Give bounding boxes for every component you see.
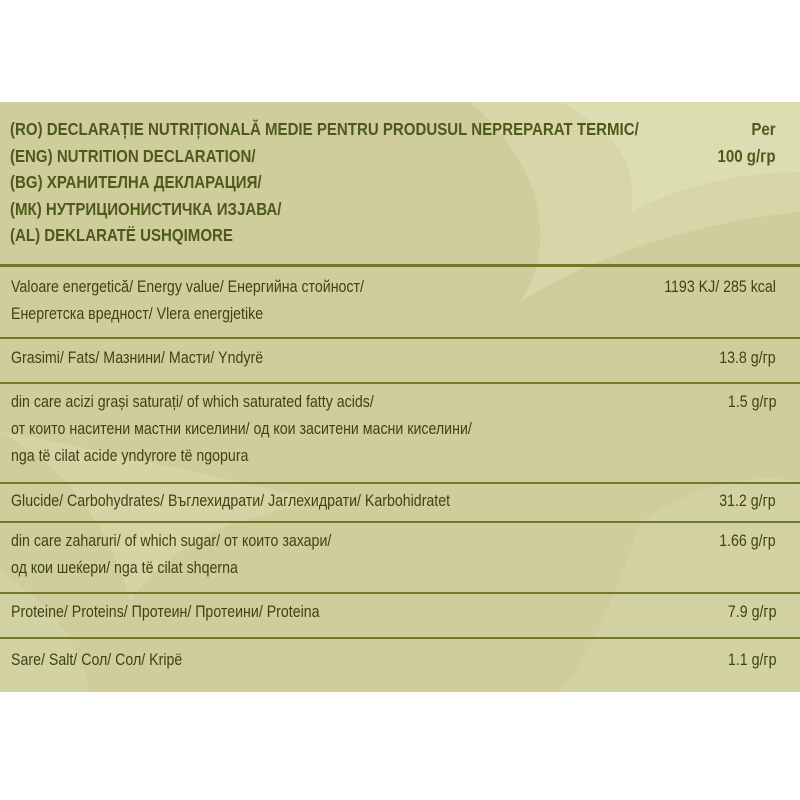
row-name-line: din care zaharuri/ of which sugar/ от които захари/ — [11, 532, 332, 550]
label-content — [0, 102, 800, 692]
nutrition-label — [0, 102, 800, 692]
row-value: 1.1 g/гр — [727, 651, 776, 669]
header-line-ro: (RO) DECLARAȚIE NUTRIȚIONALĂ MEDIE PENTRU PRODUSUL NEPREPARAT TERMIC/ — [10, 119, 639, 139]
row-name-line: от които наситени мастни киселини/ од кои заситени масни киселини/ — [11, 420, 472, 438]
row-name-line: nga të cilat acide yndyrore të ngopura — [11, 447, 249, 465]
row-name-line: Енергетска вредност/ Vlera energjetike — [11, 305, 264, 323]
row-name-line: Grasimi/ Fats/ Мазнини/ Масти/ Yndyrë — [11, 349, 264, 367]
row-name-line: Glucide/ Carbohydrates/ Въглехидрати/ Јаглехидрати/ Karbohidratet — [11, 492, 451, 510]
row-name — [11, 599, 320, 626]
row-value: 1193 KJ/ 285 kcal — [664, 278, 776, 296]
divider — [0, 382, 800, 384]
row-name — [11, 647, 182, 674]
divider — [0, 592, 800, 594]
divider — [0, 521, 800, 523]
per-line: Per — [751, 119, 776, 139]
row-value: 13.8 g/гр — [719, 349, 776, 367]
per-100g-header — [718, 116, 776, 169]
divider — [0, 637, 800, 639]
row-name — [11, 274, 364, 328]
declaration-header — [10, 116, 681, 249]
row-name — [11, 389, 472, 470]
row-value: 31.2 g/гр — [719, 492, 776, 510]
divider — [0, 337, 800, 339]
row-value: 1.66 g/гр — [719, 532, 776, 550]
header-line-al: (AL) DEKLARATË USHQIMORE — [10, 225, 233, 245]
divider — [0, 482, 800, 484]
row-name — [11, 488, 450, 515]
header-line-bg: (BG) ХРАНИТЕЛНА ДЕКЛАРАЦИЯ/ — [10, 172, 262, 192]
row-name-line: од кои шеќери/ nga të cilat shqerna — [11, 559, 238, 577]
row-name-line: din care acizi grași saturați/ of which saturated fatty acids/ — [11, 393, 374, 411]
row-value: 1.5 g/гр — [727, 393, 776, 411]
header-line-mk: (МК) НУТРИЦИОНИСТИЧКА ИЗЈАВА/ — [10, 198, 282, 219]
header-line-eng: (ENG) NUTRITION DECLARATION/ — [10, 145, 256, 166]
row-name — [11, 528, 331, 582]
row-name-line: Proteine/ Proteins/ Протеин/ Протеини/ Proteina — [11, 603, 320, 621]
row-name — [11, 345, 263, 372]
divider — [0, 264, 800, 267]
row-name-line: Sare/ Salt/ Сол/ Сол/ Kripë — [11, 651, 183, 669]
row-name-line: Valoare energetică/ Energy value/ Енергийна стойност/ — [11, 278, 364, 296]
row-value: 7.9 g/гр — [727, 603, 776, 621]
per-amount-line: 100 g/гр — [717, 145, 776, 166]
